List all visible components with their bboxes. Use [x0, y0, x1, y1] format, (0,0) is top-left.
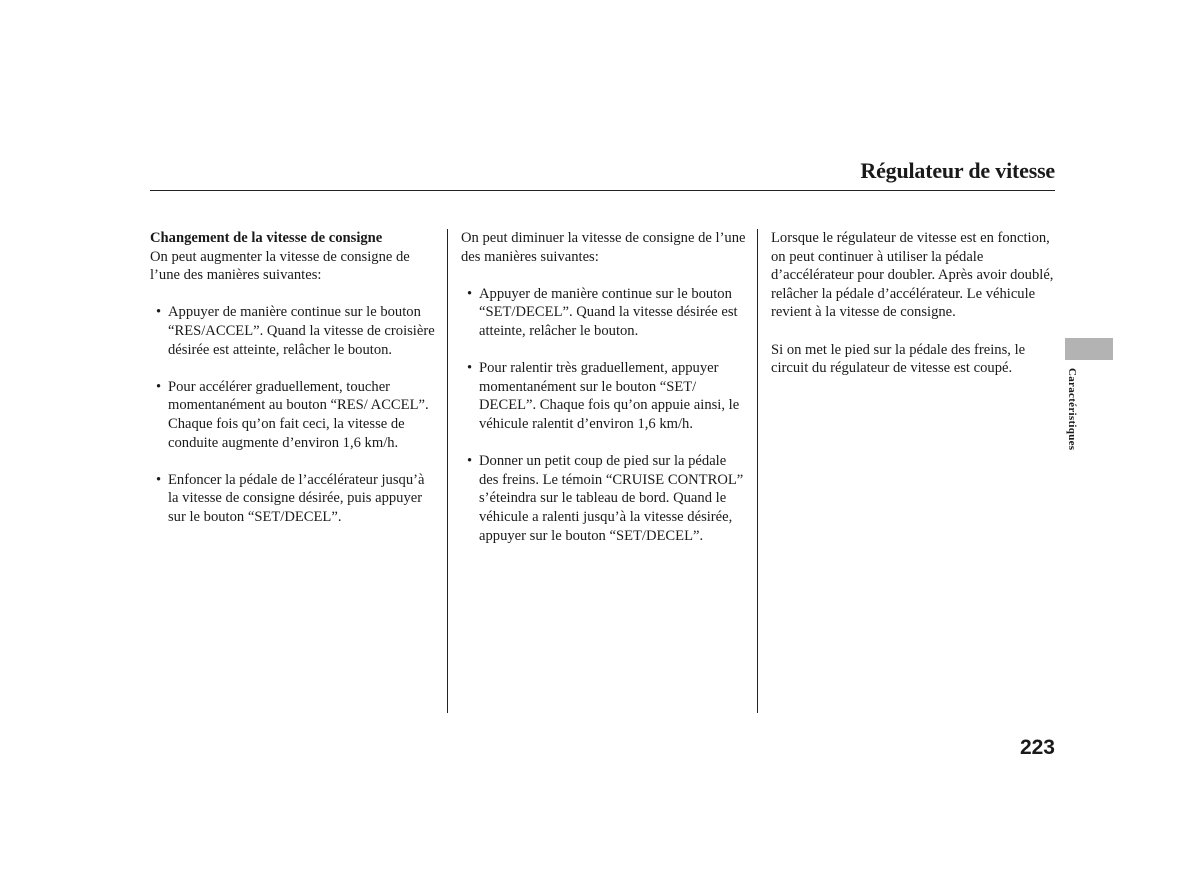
list-item — [150, 378, 436, 452]
page-title: Régulateur de vitesse — [860, 158, 1055, 183]
bullet-icon: • — [467, 360, 473, 377]
list-item — [150, 471, 436, 527]
bullet-icon: • — [467, 285, 473, 302]
paragraph: Lorsque le régulateur de vitesse est en fonction, on peut continuer à utiliser la pédale d’accélérateur pour doubler. Après avoir doublé, relâcher la pédale d’accélérateur. Le véhicule revient à la vitesse de consigne. — [771, 230, 1054, 321]
section-tab — [1065, 338, 1113, 360]
list-item — [150, 303, 436, 359]
list-item-text: Appuyer de manière continue sur le bouton “SET/DECEL”. Quand la vitesse désirée est atteinte, relâcher le bouton. — [479, 285, 738, 339]
column-divider — [757, 229, 758, 713]
section-tab-label: Caractéristiques — [1066, 368, 1078, 451]
column-middle — [461, 229, 747, 564]
list-item-text: Donner un petit coup de pied sur la pédale des freins. Le témoin “CRUISE CONTROL” s’éteindra sur le tableau de bord. Quand le véhicule a ralenti jusqu’à la vitesse désirée, appuyer sur le bouton “SET/DECEL”. — [479, 453, 744, 544]
bullet-icon: • — [156, 378, 162, 395]
section-heading: Changement de la vitesse de consigne — [150, 230, 383, 246]
bullet-icon: • — [467, 453, 473, 470]
bullet-list — [150, 303, 436, 526]
bullet-icon: • — [156, 471, 162, 488]
list-item — [461, 285, 747, 341]
column-right — [771, 229, 1061, 396]
bullet-icon: • — [156, 304, 162, 321]
list-item-text: Appuyer de manière continue sur le bouton “RES/ACCEL”. Quand la vitesse de croisière désirée est atteinte, relâcher le bouton. — [168, 304, 435, 358]
list-item — [461, 359, 747, 433]
list-item-text: Pour accélérer graduellement, toucher momentanément au bouton “RES/ ACCEL”. Chaque fois qu’on fait ceci, la vitesse de conduite augmente d’environ 1,6 km/h. — [168, 378, 429, 451]
bullet-list — [461, 285, 747, 545]
intro-paragraph: On peut augmenter la vitesse de consigne de l’une des manières suivantes: — [150, 248, 410, 284]
column-divider — [447, 229, 448, 713]
intro-paragraph: On peut diminuer la vitesse de consigne de l’une des manières suivantes: — [461, 230, 746, 265]
column-left — [150, 229, 436, 545]
list-item-text: Pour ralentir très graduellement, appuyer momentanément sur le bouton “SET/ DECEL”. Chaque fois qu’on appuie ainsi, le véhicule ralentit d’environ 1,6 km/h. — [479, 360, 740, 432]
paragraph: Si on met le pied sur la pédale des freins, le circuit du régulateur de vitesse est coupé. — [771, 341, 1026, 377]
page-number: 223 — [1019, 736, 1055, 759]
list-item-text: Enfoncer la pédale de l’accélérateur jusqu’à la vitesse de consigne désirée, puis appuyer sur le bouton “SET/DECEL”. — [168, 471, 425, 525]
list-item — [461, 452, 747, 545]
title-rule — [150, 190, 1055, 191]
